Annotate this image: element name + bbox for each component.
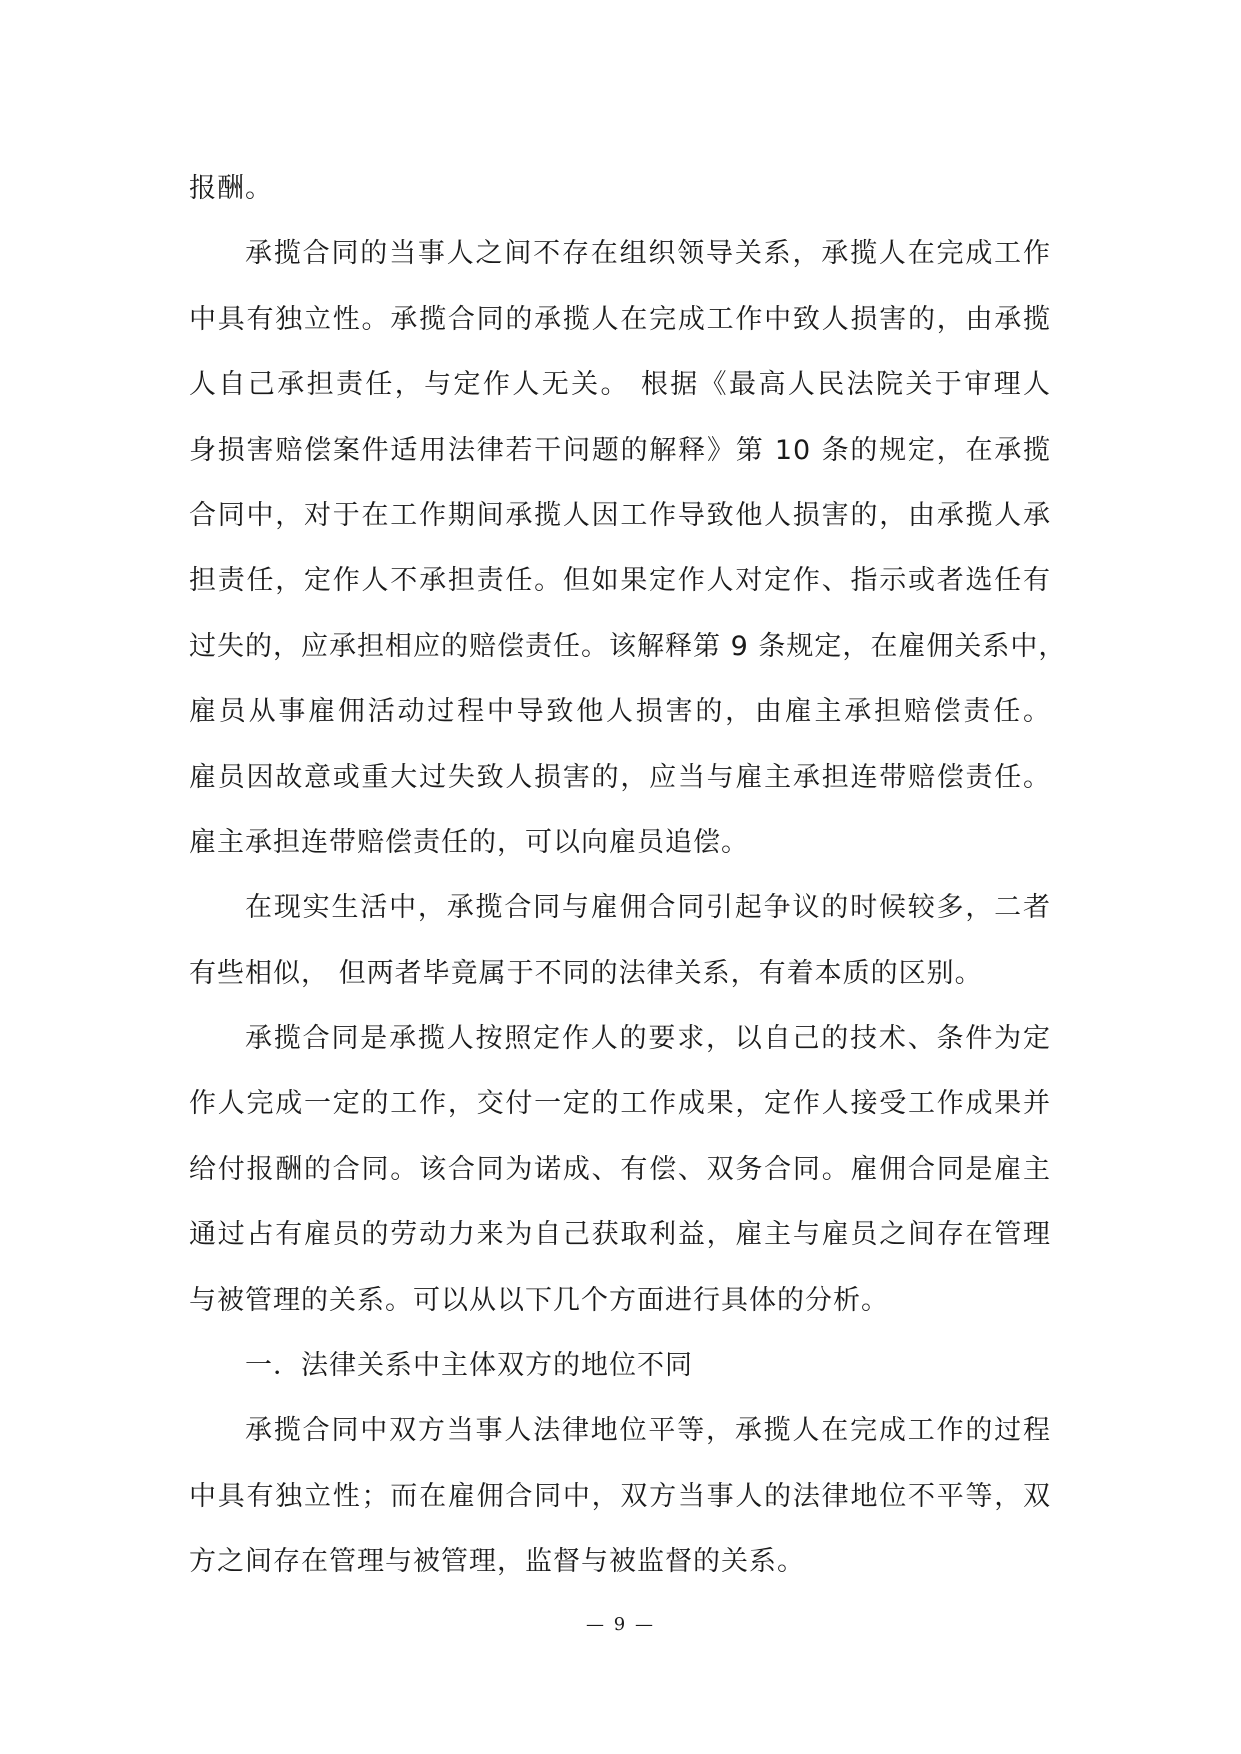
text-line: 中具有独立性。承揽合同的承揽人在完成工作中致人损害的，由承揽 [189, 303, 1051, 335]
text-line: 承揽合同是承揽人按照定作人的要求，以自己的技术、条件为定 [245, 1023, 1051, 1055]
text-line: 与被管理的关系。可以从以下几个方面进行具体的分析。 [189, 1284, 889, 1316]
section-heading: 一．法律关系中主体双方的地位不同 [245, 1350, 693, 1382]
text-line: 担责任，定作人不承担责任。但如果定作人对定作、指示或者选任有 [189, 565, 1051, 597]
text-line: 人自己承担责任，与定作人无关。 根据《最高人民法院关于审理人 [189, 369, 1051, 401]
text-line: 在现实生活中，承揽合同与雇佣合同引起争议的时候较多，二者 [245, 892, 1051, 924]
text-line: 方之间存在管理与被管理，监督与被监督的关系。 [189, 1546, 805, 1578]
text-line: 雇员因故意或重大过失致人损害的，应当与雇主承担连带赔偿责任。 [189, 761, 1051, 793]
text-line: 雇员从事雇佣活动过程中导致他人损害的，由雇主承担赔偿责任。 [189, 696, 1051, 728]
text-line: 中具有独立性；而在雇佣合同中，双方当事人的法律地位不平等，双 [189, 1480, 1051, 1512]
text-line: 给付报酬的合同。该合同为诺成、有偿、双务合同。雇佣合同是雇主 [189, 1153, 1051, 1185]
text-line: 通过占有雇员的劳动力来为自己获取利益，雇主与雇员之间存在管理 [189, 1219, 1051, 1251]
text-line: 报酬。 [189, 173, 273, 204]
text-line: 承揽合同的当事人之间不存在组织领导关系，承揽人在完成工作 [245, 238, 1051, 270]
text-line: 承揽合同中双方当事人法律地位平等，承揽人在完成工作的过程 [245, 1415, 1051, 1447]
text-line: 作人完成一定的工作，交付一定的工作成果，定作人接受工作成果并 [189, 1088, 1051, 1120]
body-text [189, 156, 1067, 1595]
text-line: 合同中，对于在工作期间承揽人因工作导致他人损害的，由承揽人承 [189, 499, 1051, 531]
text-line: 雇主承担连带赔偿责任的，可以向雇员追偿。 [189, 826, 749, 858]
text-line: 有些相似， 但两者毕竟属于不同的法律关系，有着本质的区别。 [189, 957, 983, 989]
text-line: 过失的，应承担相应的赔偿责任。该解释第 9 条规定，在雇佣关系中， [189, 630, 1067, 662]
page-number: — 9 — [586, 1614, 655, 1635]
text-line: 身损害赔偿案件适用法律若干问题的解释》第 10 条的规定，在承揽 [189, 434, 1051, 466]
